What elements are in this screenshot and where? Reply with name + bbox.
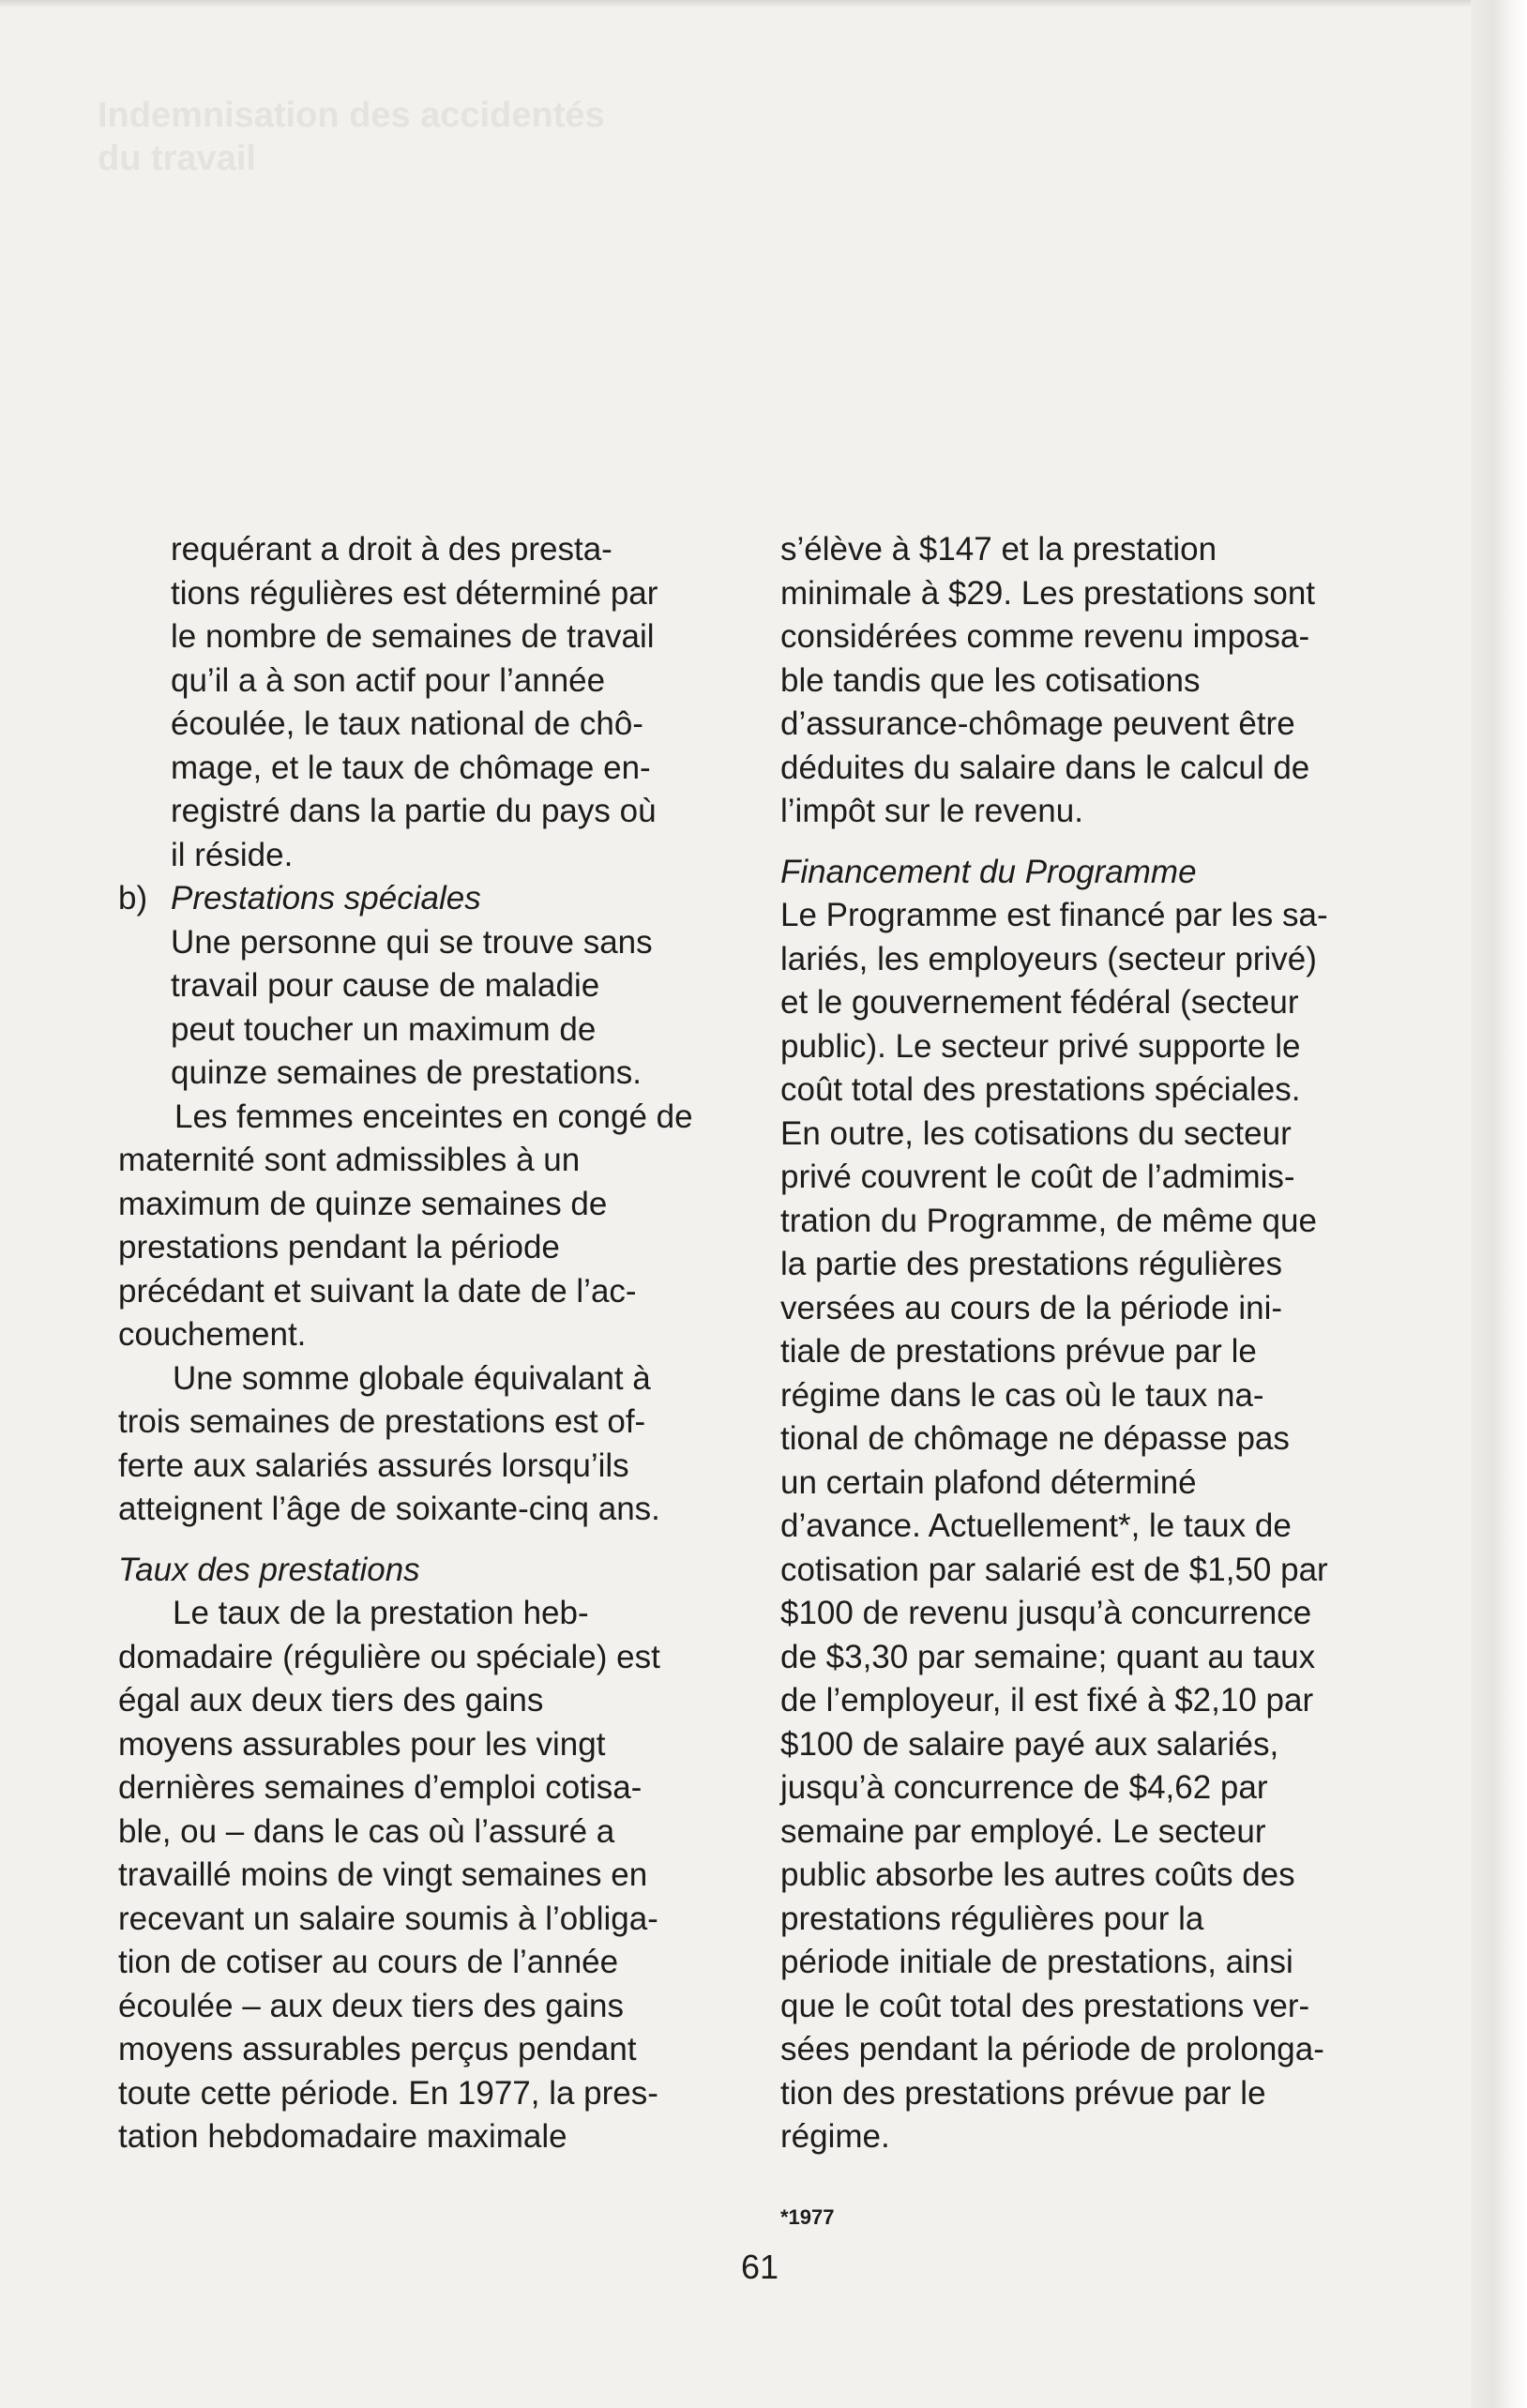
text-line: tion des prestations prévue par le bbox=[780, 2074, 1266, 2112]
faded-title-line-2: du travail bbox=[98, 139, 256, 178]
text-line: public absorbe les autres coûts des bbox=[780, 1856, 1295, 1893]
text-line: de l’employeur, il est fixé à $2,10 par bbox=[780, 1682, 1314, 1719]
text-line: toute cette période. En 1977, la pres- bbox=[118, 2074, 658, 2112]
text-line: tions régulières est déterminé par bbox=[171, 574, 658, 612]
footnote: *1977 bbox=[780, 2205, 835, 2229]
text-line: d’assurance-chômage peuvent être bbox=[780, 705, 1295, 742]
text-line: privé couvrent le coût de l’admimis- bbox=[780, 1159, 1295, 1195]
paragraph-maternity bbox=[118, 1096, 748, 1357]
text-line: sées pendant la période de prolonga- bbox=[780, 2031, 1324, 2067]
text-line: régime dans le cas où le taux na- bbox=[780, 1376, 1264, 1414]
text-line: il réside. bbox=[171, 836, 294, 873]
text-line: le nombre de semaines de travail bbox=[171, 618, 655, 655]
text-line: s’élève à $147 et la prestation bbox=[780, 531, 1217, 568]
text-line: Une somme globale équivalant à bbox=[173, 1359, 651, 1397]
text-line: ble, ou – dans le cas où l’assuré a bbox=[118, 1812, 615, 1850]
list-marker: b) bbox=[118, 880, 148, 916]
text-line: recevant un salaire soumis à l’obliga- bbox=[118, 1900, 658, 1937]
paragraph-financing bbox=[780, 894, 1399, 2159]
text-line: ble tandis que les cotisations bbox=[780, 661, 1201, 699]
left-column bbox=[118, 528, 748, 2159]
text-line: un certain plafond déterminé bbox=[780, 1463, 1197, 1501]
text-line: domadaire (régulière ou spéciale) est bbox=[118, 1638, 660, 1675]
text-line: $100 de salaire payé aux salariés, bbox=[780, 1725, 1279, 1763]
text-line: travaillé moins de vingt semaines en bbox=[118, 1856, 648, 1893]
text-line: quinze semaines de prestations. bbox=[171, 1054, 642, 1091]
text-line: coût total des prestations spéciales. bbox=[780, 1071, 1301, 1108]
text-line: moyens assurables perçus pendant bbox=[118, 2031, 637, 2067]
page-number: 61 bbox=[740, 2248, 779, 2286]
text-line: mage, et le taux de chômage en- bbox=[171, 749, 651, 786]
text-line: qu’il a à son actif pour l’année bbox=[171, 661, 606, 699]
text-line: égal aux deux tiers des gains bbox=[118, 1682, 544, 1719]
text-line: versées au cours de la période ini- bbox=[780, 1289, 1283, 1326]
text-line: travail pour cause de maladie bbox=[171, 967, 600, 1004]
text-line: et le gouvernement fédéral (secteur bbox=[780, 984, 1299, 1021]
paragraph-benefit-amounts bbox=[780, 528, 1399, 834]
text-line: public). Le secteur privé supporte le bbox=[780, 1027, 1301, 1065]
text-line: ferte aux salariés assurés lorsqu’ils bbox=[118, 1446, 629, 1484]
section-heading-benefit-rate: Taux des prestations bbox=[118, 1551, 420, 1588]
text-line: prestations pendant la période bbox=[118, 1229, 560, 1265]
text-line: Le taux de la prestation heb- bbox=[173, 1595, 589, 1631]
text-line: d’avance. Actuellement*, le taux de bbox=[780, 1507, 1292, 1544]
text-line: peut toucher un maximum de bbox=[171, 1010, 597, 1048]
text-line: tional de chômage ne dépasse pas bbox=[780, 1420, 1290, 1457]
text-line: l’impôt sur le revenu. bbox=[780, 793, 1083, 829]
text-line: tration du Programme, de même que bbox=[780, 1202, 1317, 1239]
list-item-special-benefits bbox=[118, 877, 748, 921]
section-heading-special-benefits: Prestations spéciales bbox=[171, 880, 481, 916]
text-line: que le coût total des prestations ver- bbox=[780, 1987, 1310, 2024]
text-line: régime. bbox=[780, 2118, 890, 2155]
text-line: couchement. bbox=[118, 1316, 307, 1353]
paragraph-lump-sum bbox=[118, 1357, 748, 1532]
paragraph-eligibility bbox=[118, 528, 748, 877]
text-line: Les femmes enceintes en congé de bbox=[174, 1098, 693, 1135]
text-line: minimale à $29. Les prestations sont bbox=[780, 574, 1316, 612]
page-right-edge bbox=[1471, 0, 1527, 2408]
text-line: $100 de revenu jusqu’à concurrence bbox=[780, 1595, 1312, 1631]
text-line: dernières semaines d’emploi cotisa- bbox=[118, 1769, 643, 1806]
text-line: jusqu’à concurrence de $4,62 par bbox=[780, 1769, 1268, 1806]
text-line: prestations régulières pour la bbox=[780, 1900, 1204, 1937]
paragraph-sickness bbox=[118, 921, 748, 1096]
text-line: de $3,30 par semaine; quant au taux bbox=[780, 1638, 1316, 1675]
text-line: Le Programme est financé par les sa- bbox=[780, 897, 1328, 933]
text-line: Une personne qui se trouve sans bbox=[171, 923, 653, 961]
text-line: écoulée – aux deux tiers des gains bbox=[118, 1987, 624, 2024]
page-top-edge bbox=[0, 0, 1527, 8]
text-line: écoulée, le taux national de chô- bbox=[171, 705, 643, 742]
text-line: tion de cotiser au cours de l’année bbox=[118, 1944, 619, 1980]
text-line: atteignent l’âge de soixante-cinq ans. bbox=[118, 1491, 660, 1527]
text-line: cotisation par salarié est de $1,50 par bbox=[780, 1551, 1328, 1588]
text-line: précédant et suivant la date de l’ac- bbox=[118, 1272, 637, 1310]
text-line: registré dans la partie du pays où bbox=[171, 793, 657, 829]
text-line: tation hebdomadaire maximale bbox=[118, 2118, 567, 2155]
text-line: maximum de quinze semaines de bbox=[118, 1185, 608, 1222]
text-line: requérant a droit à des presta- bbox=[171, 531, 612, 568]
text-line: considérées comme revenu imposa- bbox=[780, 618, 1310, 655]
text-line: la partie des prestations régulières bbox=[780, 1246, 1283, 1282]
right-column bbox=[780, 528, 1399, 2159]
paragraph-benefit-rate bbox=[118, 1592, 748, 2159]
text-line: moyens assurables pour les vingt bbox=[118, 1725, 606, 1763]
text-line: trois semaines de prestations est of- bbox=[118, 1403, 646, 1440]
section-heading-program-financing: Financement du Programme bbox=[780, 853, 1197, 890]
text-line: déduites du salaire dans le calcul de bbox=[780, 749, 1310, 786]
faded-title-line-1: Indemnisation des accidentés bbox=[98, 96, 605, 135]
text-line: lariés, les employeurs (secteur privé) bbox=[780, 940, 1317, 977]
text-line: semaine par employé. Le secteur bbox=[780, 1812, 1266, 1850]
text-line: maternité sont admissibles à un bbox=[118, 1142, 581, 1178]
text-line: tiale de prestations prévue par le bbox=[780, 1333, 1257, 1370]
text-line: période initiale de prestations, ainsi bbox=[780, 1944, 1293, 1980]
text-line: En outre, les cotisations du secteur bbox=[780, 1114, 1292, 1152]
